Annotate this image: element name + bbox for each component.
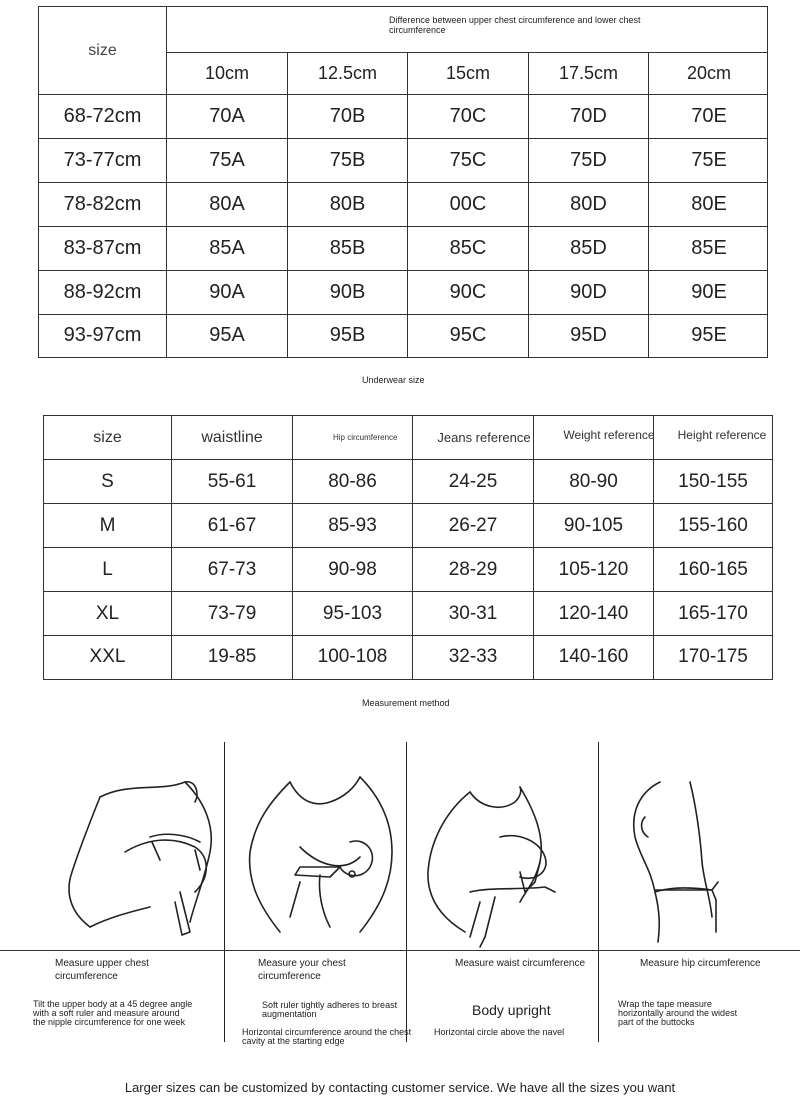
waist-figure	[428, 787, 555, 947]
size-cell: XXL	[89, 646, 126, 667]
cup-size-cell: 70E	[691, 105, 727, 127]
column-header: 15cm	[445, 63, 490, 83]
size-value-cell: 165-170	[678, 602, 748, 624]
cup-size-cell: 85D	[570, 237, 607, 259]
column-header: 10cm	[204, 63, 249, 83]
size-cell: XL	[95, 602, 120, 624]
cup-size-cell: 85E	[691, 237, 727, 259]
cup-size-cell: 95B	[329, 324, 366, 346]
cup-size-cell: 95E	[691, 324, 727, 346]
measurement-method-caption: Measurement method	[362, 698, 450, 708]
method-note: Soft ruler tightly adheres to breast augmentation	[262, 1000, 398, 1019]
method-title: Measure hip circumference	[640, 958, 761, 969]
hip-figure	[634, 782, 718, 942]
band-cell: 83-87cm	[63, 237, 142, 259]
size-value-cell: 150-155	[678, 470, 748, 492]
cup-size-cell: 85A	[209, 237, 245, 259]
size-value-cell: 26-27	[448, 514, 498, 536]
cup-size-cell: 95C	[449, 324, 487, 346]
method-note: Tilt the upper body at a 45 degree angle with a soft ruler and measure around the nipple circumference for one week	[33, 999, 193, 1027]
band-cell: 68-72cm	[63, 105, 142, 127]
header-jeans: Jeans reference	[437, 430, 531, 445]
size-value-cell: 155-160	[678, 514, 748, 536]
cup-size-cell: 70D	[570, 105, 607, 127]
method-note: Wrap the tape measure horizontally around the widest part of the buttocks	[618, 999, 738, 1027]
size-value-cell: 19-85	[207, 646, 257, 667]
size-value-cell: 100-108	[317, 646, 388, 667]
size-value-cell: 95-103	[322, 602, 383, 624]
size-value-cell: 140-160	[558, 646, 629, 667]
cup-size-cell: 80B	[329, 193, 366, 215]
column-header: 17.5cm	[558, 63, 619, 83]
header-hip: Hip circumference	[333, 432, 398, 442]
cup-size-cell: 95A	[209, 324, 245, 346]
cup-size-cell: 70C	[449, 105, 487, 127]
column-header: 20cm	[686, 63, 731, 83]
size-value-cell: 90-98	[328, 558, 377, 580]
size-header: size	[88, 41, 117, 59]
size-value-cell: 61-67	[207, 514, 257, 536]
size-value-cell: 170-175	[678, 646, 748, 667]
cup-size-cell: 80E	[691, 193, 727, 215]
cup-size-cell: 85C	[449, 237, 487, 259]
size-value-cell: 67-73	[207, 558, 257, 580]
cup-size-cell: 95D	[570, 324, 607, 346]
size-value-cell: 85-93	[328, 514, 377, 536]
size-cell: S	[101, 470, 114, 492]
cup-size-cell: 75C	[449, 149, 487, 171]
method-title: Measure your chest circumference	[258, 958, 346, 982]
footer-note: Larger sizes can be customized by contacting customer service. We have all the sizes you want	[124, 1080, 676, 1095]
cup-size-cell: 90B	[329, 281, 366, 303]
method-title: Measure upper chest circumference	[55, 958, 149, 982]
method-note: Body upright	[472, 1002, 551, 1018]
cup-size-cell: 00C	[449, 193, 487, 215]
cup-size-cell: 90C	[449, 281, 487, 303]
size-value-cell: 24-25	[448, 470, 498, 492]
cup-size-cell: 90D	[570, 281, 607, 303]
size-value-cell: 55-61	[207, 470, 257, 492]
size-cell: M	[99, 514, 116, 536]
cup-size-cell: 75B	[329, 149, 366, 171]
underwear-size-table	[43, 415, 773, 680]
cup-size-cell: 85B	[329, 237, 366, 259]
size-value-cell: 30-31	[448, 602, 498, 624]
cup-size-cell: 80A	[209, 193, 245, 215]
band-cell: 78-82cm	[63, 193, 142, 215]
size-value-cell: 73-79	[207, 602, 257, 624]
size-value-cell: 160-165	[678, 558, 748, 580]
size-value-cell: 90-105	[563, 514, 624, 536]
size-value-cell: 28-29	[448, 558, 498, 580]
chest-figure	[250, 777, 392, 932]
column-header: 12.5cm	[317, 63, 378, 83]
cup-size-cell: 70A	[209, 105, 245, 127]
method-title: Measure waist circumference	[455, 958, 586, 969]
cup-size-cell: 90A	[209, 281, 245, 303]
size-value-cell: 80-90	[569, 470, 618, 492]
method-note-2: Horizontal circumference around the chest cavity at the starting edge	[242, 1027, 412, 1046]
size-cell: L	[102, 558, 113, 580]
cup-size-cell: 75E	[691, 149, 727, 171]
cup-size-cell: 75A	[209, 149, 245, 171]
size-value-cell: 105-120	[558, 558, 629, 580]
underwear-size-caption: Underwear size	[362, 375, 425, 385]
header-height: Height reference	[677, 427, 767, 442]
size-value-cell: 80-86	[328, 470, 377, 492]
method-note-2: Horizontal circle above the navel	[434, 1027, 565, 1037]
difference-header: Difference between upper chest circumference and lower chest circumference	[389, 15, 641, 35]
header-size: size	[93, 428, 122, 446]
upper-chest-figure	[69, 782, 211, 935]
size-value-cell: 120-140	[558, 602, 629, 624]
cup-size-cell: 75D	[570, 149, 607, 171]
band-cell: 73-77cm	[63, 149, 142, 171]
size-value-cell: 32-33	[448, 646, 498, 667]
band-cell: 93-97cm	[63, 324, 142, 346]
band-cell: 88-92cm	[63, 281, 142, 303]
cup-size-cell: 90E	[691, 281, 727, 303]
header-weight: Weight reference	[563, 427, 655, 442]
measurement-illustrations	[0, 742, 800, 952]
header-waistline: waistline	[201, 428, 263, 446]
bra-size-table	[38, 6, 768, 358]
cup-size-cell: 70B	[329, 105, 366, 127]
cup-size-cell: 80D	[570, 193, 607, 215]
